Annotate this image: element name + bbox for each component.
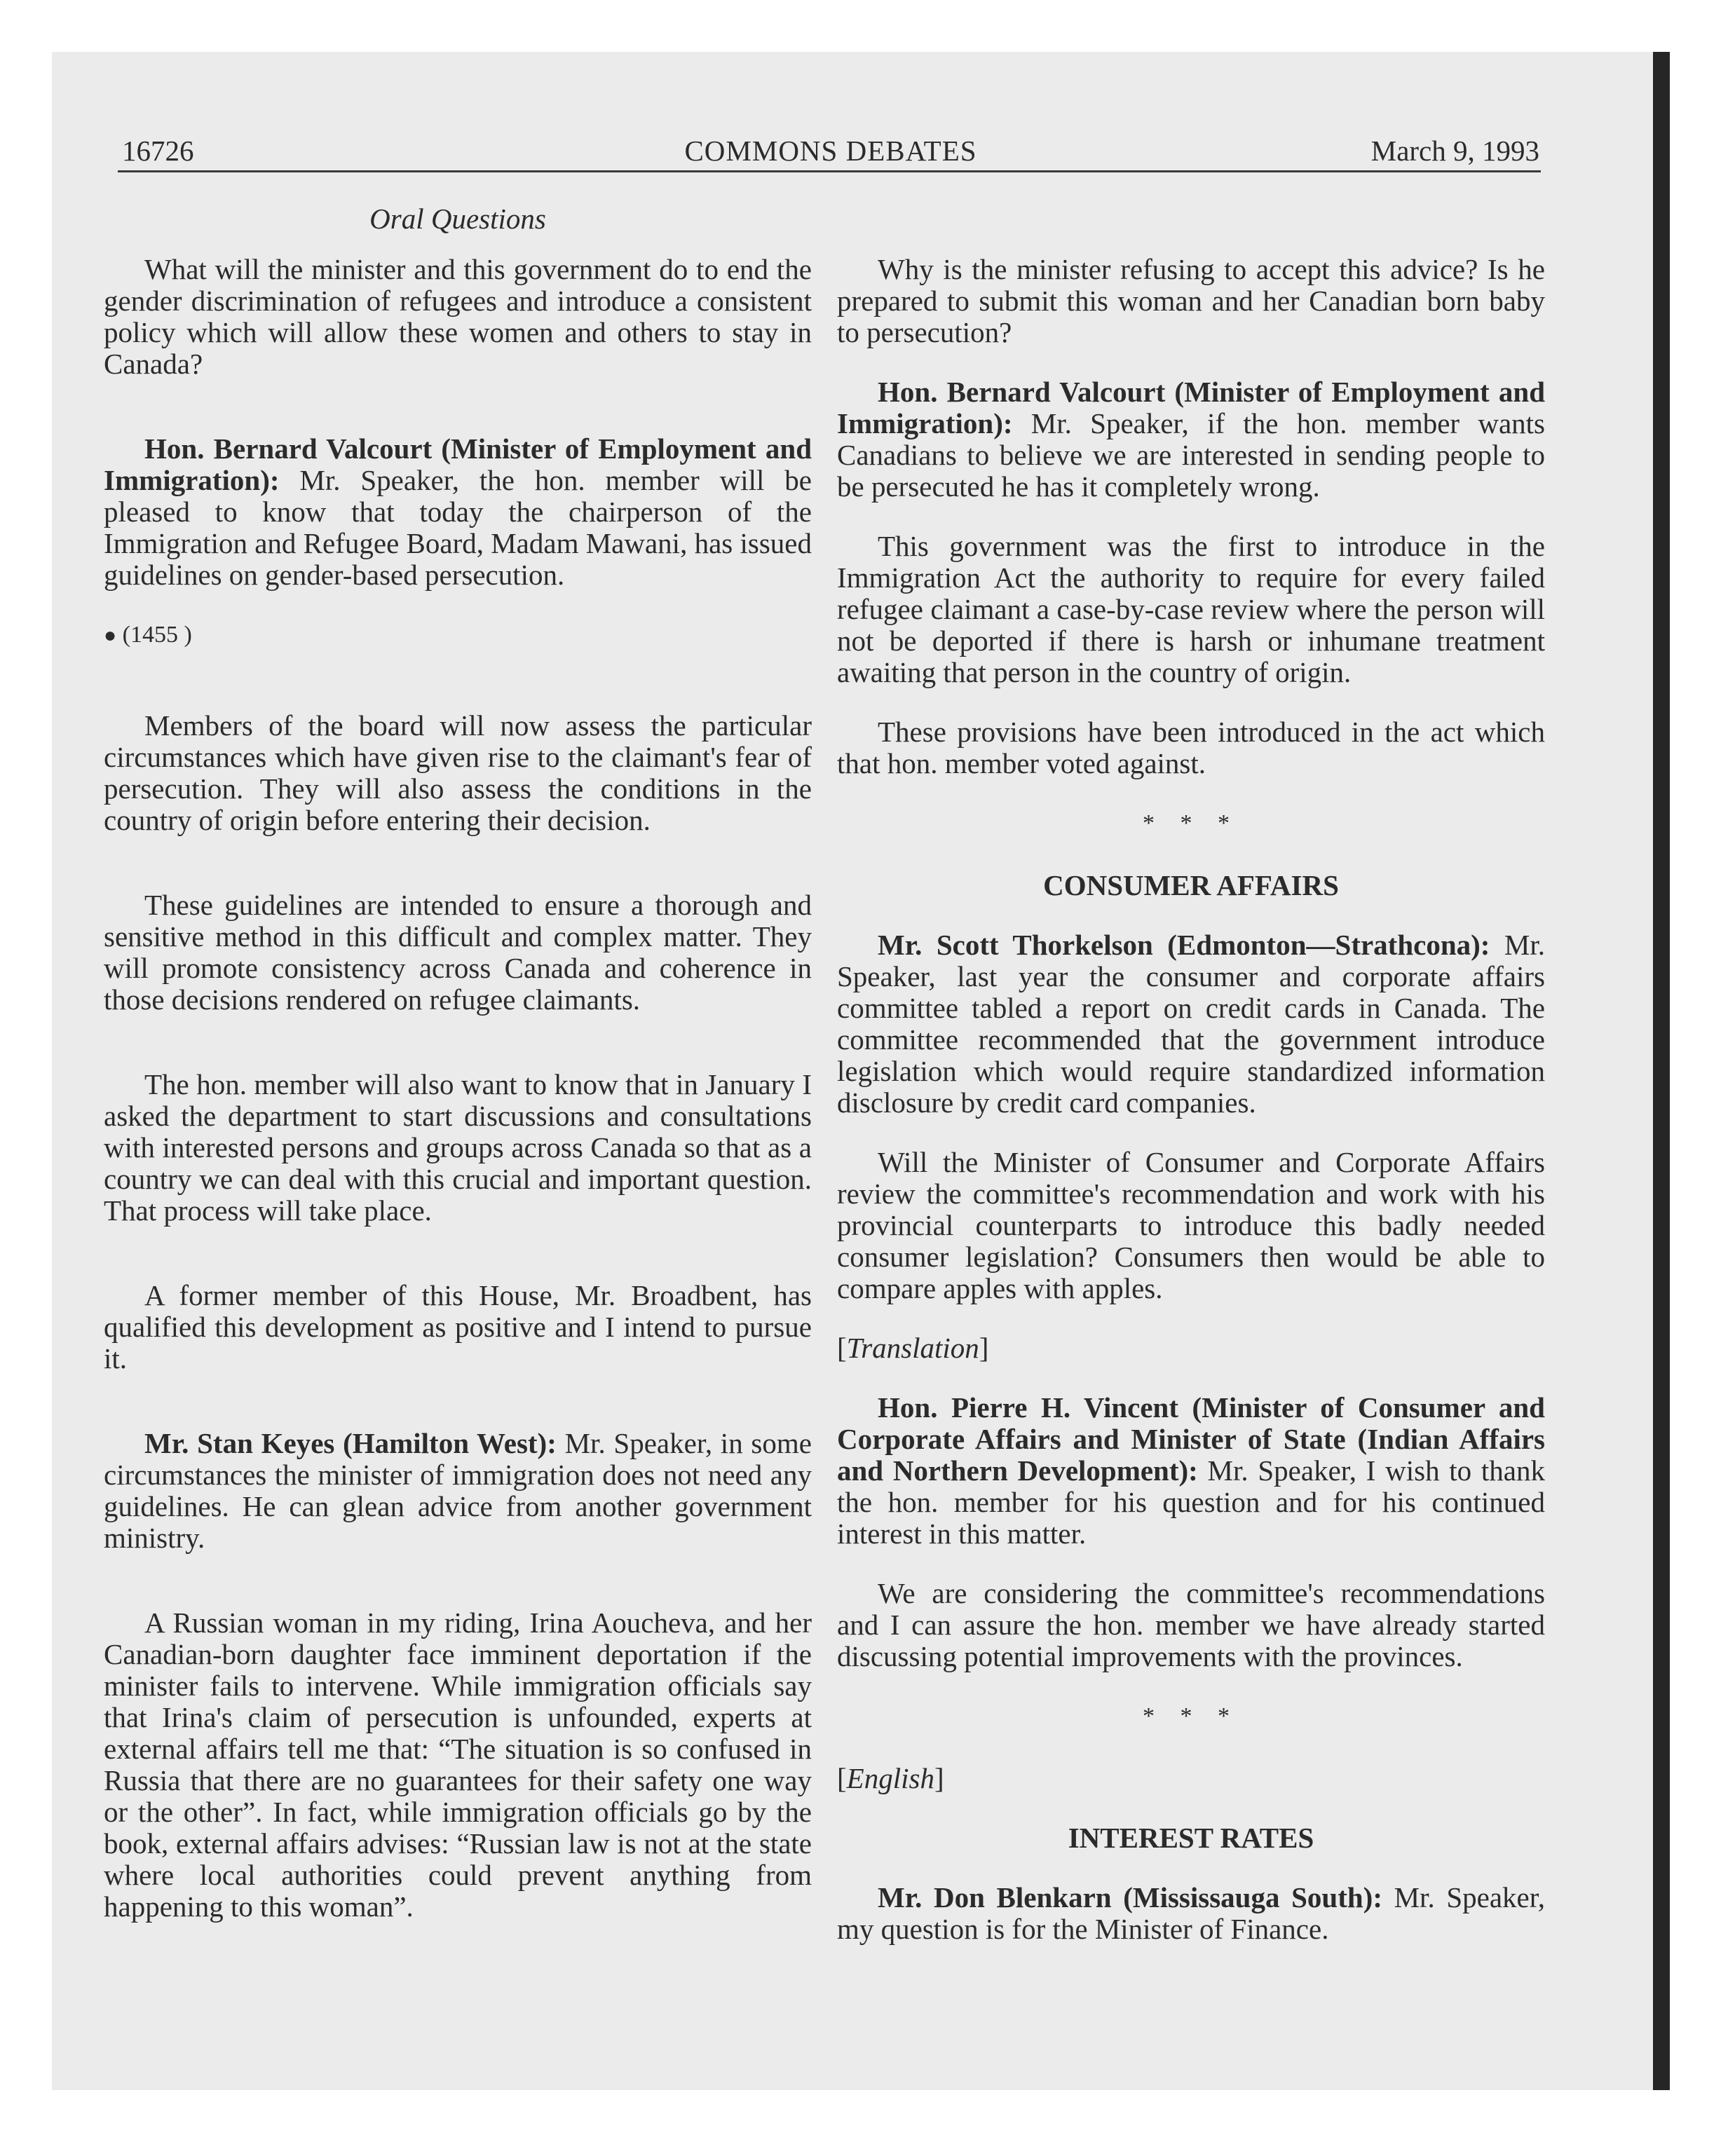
section-heading: CONSUMER AFFAIRS — [1043, 869, 1339, 901]
left-column — [104, 254, 812, 1951]
paragraph: What will the minister and this government do to end the gender discrimination of refugees and introduce a consistent policy which will allow these women and others to stay in Canada? — [104, 253, 812, 380]
paragraph: These guidelines are intended to ensure a thorough and sensitive method in this difficult and complex matter. They will promote consistency across Canada and coherence in those decisions rendered on refugee claimants. — [104, 889, 812, 1016]
language-marker-text: Translation — [846, 1332, 979, 1364]
paragraph: We are considering the committee's recommendations and I can assure the hon. member we have already started discussing potential improvements with the provinces. — [837, 1577, 1545, 1672]
speaker-name: Mr. Stan Keyes (Hamilton West): — [144, 1427, 557, 1459]
section-separator: * * * — [1143, 810, 1239, 836]
speaker-name: Mr. Don Blenkarn (Mississauga South): — [878, 1881, 1382, 1913]
speaker-name: Hon. Bernard Valcourt (Minister of Employment and Immigration): — [837, 376, 1545, 439]
section-heading: INTEREST RATES — [1068, 1822, 1314, 1854]
paragraph: A Russian woman in my riding, Irina Aoucheva, and her Canadian-born daughter face imminent deportation if the minister fails to intervene. While immigration officials say that Irina's claim of persecution is unfounded, experts at external affairs tell me that: “The situation is so confused in Russia that there are no guarantees for their safety one way or the other”. In fact, while immigration officials go by the book, external affairs advises: “Russian law is not at the state where local authorities could prevent anything from happening to this woman”. — [104, 1606, 812, 1923]
paragraph: These provisions have been introduced in the act which that hon. member voted against. — [837, 716, 1545, 779]
speech-text: Mr. Speaker, the hon. member will be pleased to know that today the chairperson of the Immigration and Refugee Board, Madam Mawani, has issued guidelines on gender-based persecution. — [104, 464, 812, 591]
time-marker — [104, 619, 812, 651]
paragraph: Will the Minister of Consumer and Corporate Affairs review the committee's recommendation and work with his provincial counterparts to introduce this badly needed consumer legislation? Consumers then would be able to compare apples with apples. — [837, 1146, 1545, 1304]
paragraph — [837, 1882, 1545, 1945]
right-column — [837, 254, 1545, 1973]
speech-text: Mr. Speaker, if the hon. member wants Canadians to believe we are interested in sending people to be persecuted he has it completely wrong. — [837, 407, 1545, 503]
paragraph — [104, 433, 812, 591]
time-marker-text: (1455 ) — [122, 622, 192, 648]
section-separator: * * * — [1143, 1703, 1239, 1729]
page-number: 16726 — [122, 135, 194, 167]
language-marker-text: English — [846, 1762, 934, 1794]
language-marker: [English] — [837, 1762, 944, 1794]
paragraph — [837, 1392, 1545, 1550]
speaker-name: Mr. Scott Thorkelson (Edmonton—Strathcona): — [878, 929, 1490, 961]
paragraph: A former member of this House, Mr. Broadbent, has qualified this development as positive and I intend to pursue it. — [104, 1279, 812, 1374]
publication-date: March 9, 1993 — [1370, 135, 1539, 167]
paragraph — [837, 376, 1545, 503]
paragraph — [837, 929, 1545, 1119]
language-marker: [Translation] — [837, 1332, 989, 1364]
speech-text: Mr. Speaker, in some circumstances the minister of immigration does not need any guidelines. He can glean advice from another government ministry. — [104, 1427, 812, 1554]
speech-text: Mr. Speaker, I wish to thank the hon. member for his question and for his continued interest in this matter. — [837, 1454, 1545, 1550]
paragraph — [104, 1428, 812, 1554]
speech-text: Mr. Speaker, my question is for the Minister of Finance. — [837, 1881, 1545, 1945]
paragraph: Members of the board will now assess the particular circumstances which have given rise to the claimant's fear of persecution. They will also assess the conditions in the country of origin before entering their decision. — [104, 709, 812, 836]
bullet-icon: ● — [104, 624, 117, 647]
scan-edge-shadow — [1653, 52, 1670, 2090]
publication-title: COMMONS DEBATES — [684, 135, 977, 167]
header-rule — [118, 170, 1541, 172]
speech-text: Mr. Speaker, last year the consumer and corporate affairs committee tabled a report on credit cards in Canada. The committee recommended that the government introduce legislation which would require standardized information disclosure by credit card companies. — [837, 929, 1545, 1119]
paragraph: The hon. member will also want to know that in January I asked the department to start discussions and consultations with interested persons and groups across Canada so that as a country we can deal with this crucial and important question. That process will take place. — [104, 1068, 812, 1227]
paragraph: This government was the first to introduce in the Immigration Act the authority to require for every failed refugee claimant a case-by-case review where the person will not be deported if there is harsh or inhumane treatment awaiting that person in the country of origin. — [837, 530, 1545, 688]
speaker-name: Hon. Bernard Valcourt (Minister of Employment and Immigration): — [104, 432, 812, 496]
speaker-name: Hon. Pierre H. Vincent (Minister of Consumer and Corporate Affairs and Minister of State (Indian Affairs and Northern Development): — [837, 1391, 1545, 1487]
section-label: Oral Questions — [369, 203, 546, 235]
paragraph: Why is the minister refusing to accept this advice? Is he prepared to submit this woman and her Canadian born baby to persecution? — [837, 253, 1545, 348]
page-header — [122, 133, 1539, 168]
